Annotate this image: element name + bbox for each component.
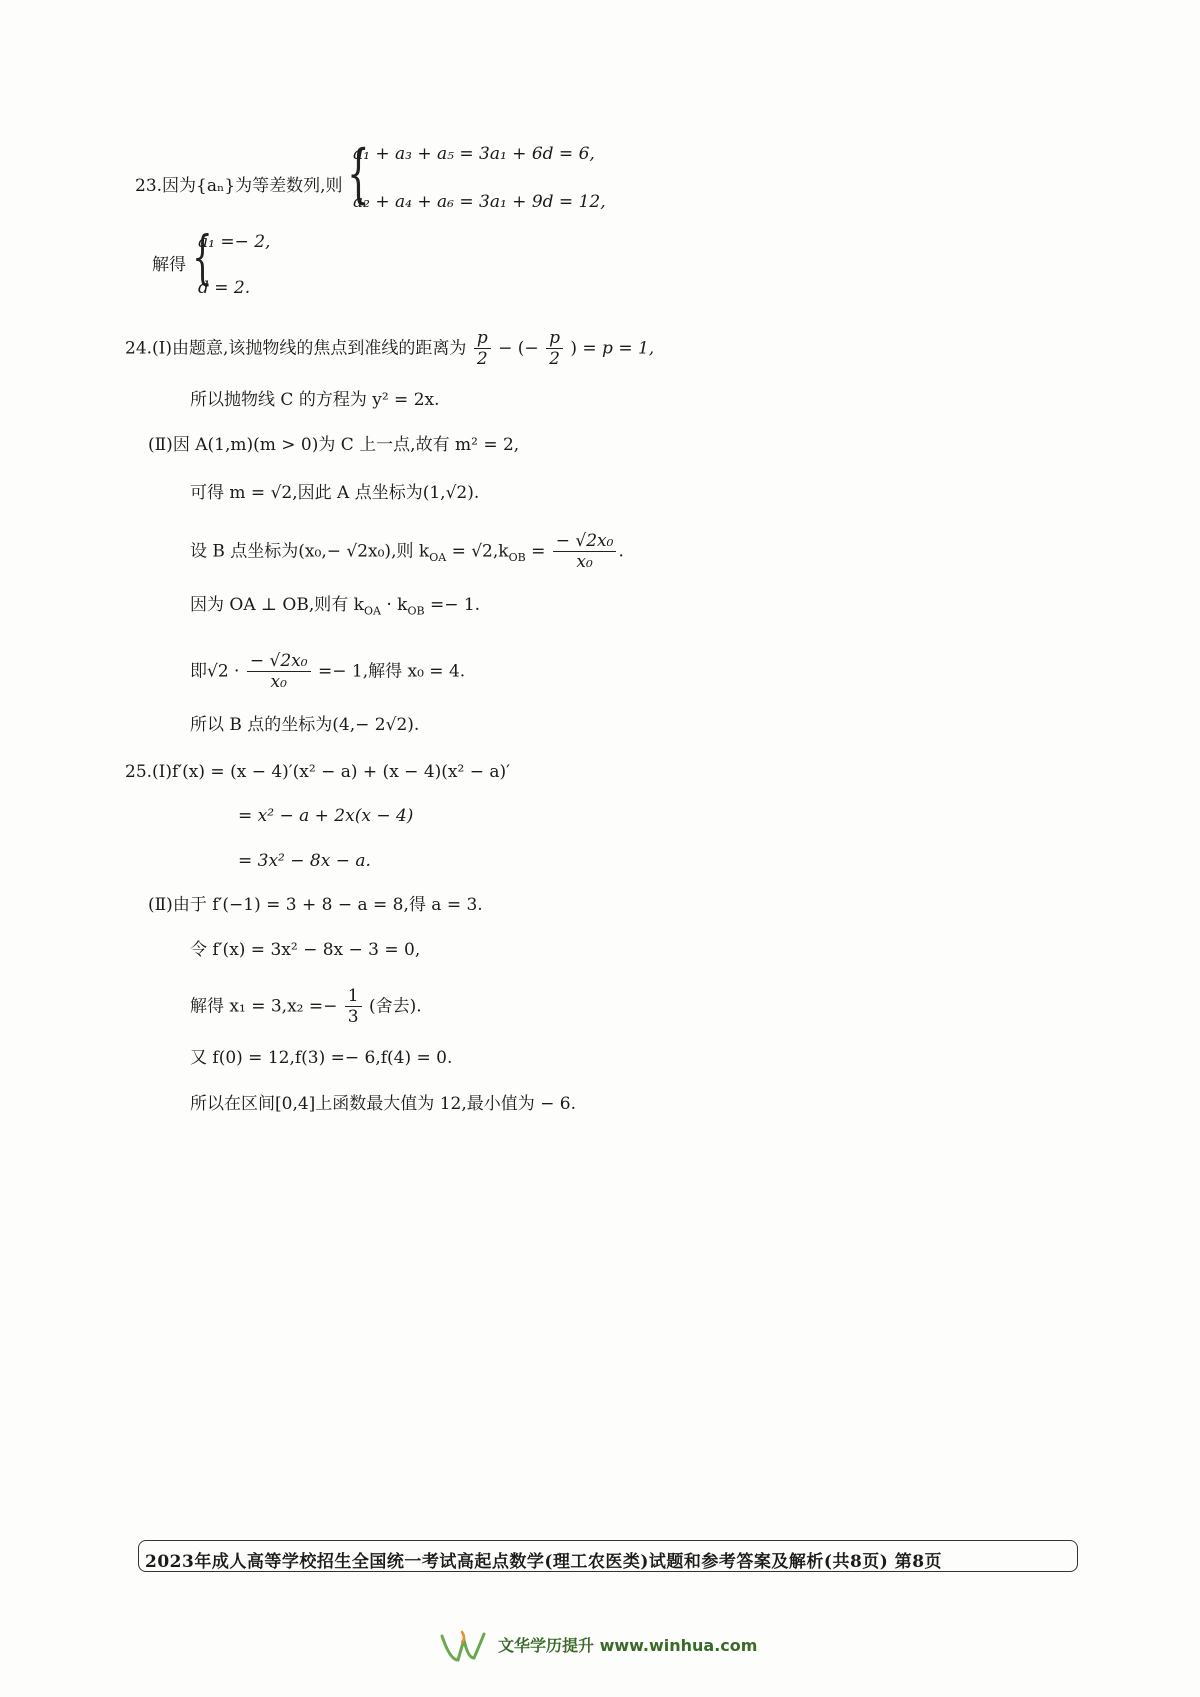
q24-line1-tail: = p = 1,: [582, 338, 655, 359]
q24-line8: 所以 B 点的坐标为(4,− 2√2).: [190, 715, 420, 735]
winhua-logo-icon: [440, 1630, 486, 1664]
q24-line2: 所以抛物线 C 的方程为 y² = 2x.: [190, 390, 440, 410]
q24-frac-neg-p-over-2: $\frac{p}{2}$: [546, 330, 563, 368]
q24-line1-text: 24.(Ⅰ)由题意,该抛物线的焦点到准线的距离为: [125, 338, 467, 359]
q25-line4: (Ⅱ)由于 f′(−1) = 3 + 8 − a = 8,得 a = 3.: [148, 895, 483, 915]
q23-sol1: a₁ =− 2,: [198, 232, 271, 252]
q23-sol2: d = 2.: [198, 278, 251, 298]
q24-line7: 即√2 · $\frac{\text{− √2x₀}}{\text{x₀}}$ =− 1,解得 x₀ = 4.: [190, 651, 466, 692]
q24-line3: (Ⅱ)因 A(1,m)(m > 0)为 C 上一点,故有 m² = 2,: [148, 435, 520, 455]
watermark-text: 文华学历提升 www.winhua.com: [498, 1636, 758, 1655]
q24-kob-fraction: $\frac{\text{− √2x₀}}{\text{x₀}}$: [553, 533, 617, 571]
q24-line7-fraction: $\frac{\text{− √2x₀}}{\text{x₀}}$: [247, 653, 311, 691]
q23-intro: 23.因为{aₙ}为等差数列,则: [135, 176, 343, 196]
q25-line3: = 3x² − 8x − a.: [238, 851, 371, 871]
q25-frac-one-third: $\frac{1}{3}$: [345, 988, 362, 1026]
q24-line6: 因为 OA ⊥ OB,则有 $k_{OA} \cdot k_{OB} =- 1$.: [190, 595, 481, 618]
q24-frac-p-over-2: $\frac{p}{2}$: [474, 330, 491, 368]
q25-line5: 令 f′(x) = 3x² − 8x − 3 = 0,: [190, 940, 421, 960]
q23-eq2: a₂ + a₄ + a₆ = 3a₁ + 9d = 12,: [353, 192, 606, 212]
q25-line7: 又 f(0) = 12,f(3) =− 6,f(4) = 0.: [190, 1048, 453, 1068]
q25-line6: 解得 x₁ = 3,x₂ =− $\frac{1}{3}$ (舍去).: [190, 986, 422, 1027]
q23-solve-label: 解得: [152, 255, 186, 275]
q23-eq1: a₁ + a₃ + a₅ = 3a₁ + 6d = 6,: [353, 144, 595, 164]
q23-brace: {: [347, 137, 370, 211]
page-footer: 2023年成人高等学校招生全国统一考试高起点数学(理工农医类)试题和参考答案及解析(共8页) 第8页: [145, 1552, 943, 1572]
q25-line8: 所以在区间[0,4]上函数最大值为 12,最小值为 − 6.: [190, 1094, 577, 1114]
q25-line2: = x² − a + 2x(x − 4): [238, 806, 414, 826]
q24-line1: 24.(Ⅰ)由题意,该抛物线的焦点到准线的距离为 $\frac{p}{2}$ − (− $\frac{p}{2}$ ) = p = 1,: [125, 328, 655, 369]
q25-line1: 25.(Ⅰ)f′(x) = (x − 4)′(x² − a) + (x − 4)(x² − a)′: [125, 762, 510, 782]
q23-solve-brace: {: [192, 223, 213, 291]
q24-line4: 可得 m = √2,因此 A 点坐标为(1,√2).: [190, 483, 480, 503]
q24-line5: 设 B 点坐标为(x₀,− √2x₀),则 $k_{OA} = √2,k_{OB}$ = $\frac{\text{− √2x₀}}{\text{x₀}}$ .: [190, 531, 624, 572]
